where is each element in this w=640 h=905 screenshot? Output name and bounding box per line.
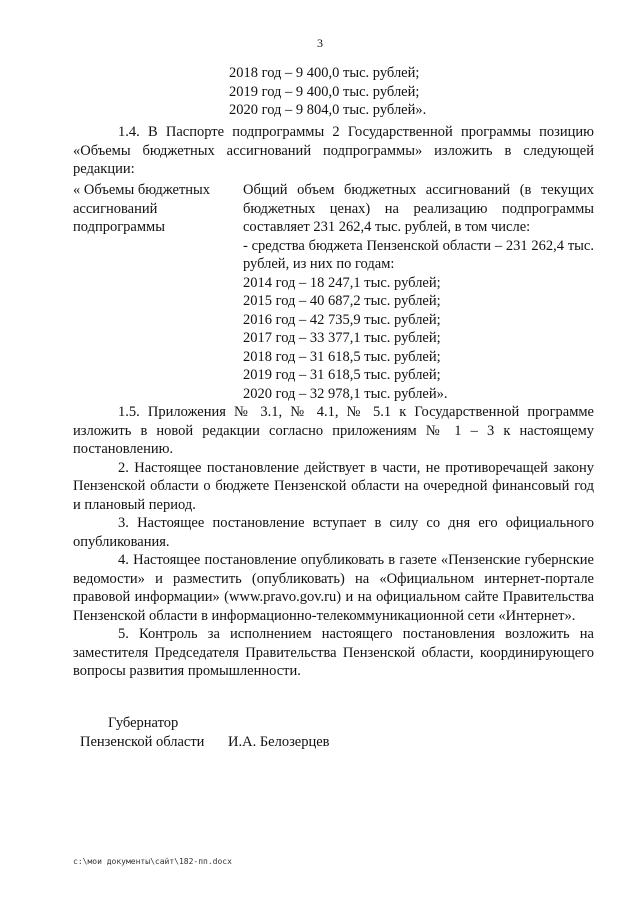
passport-right-cell [243,181,594,403]
passport-year: 2020 год – 32 978,1 тыс. рублей». [243,385,448,402]
year-line: 2018 год – 9 400,0 тыс. рублей; [229,65,420,81]
body-paragraphs [73,403,594,681]
signature-name: И.А. Белозерцев [228,734,330,750]
paragraph-3: 3. Настоящее постановление вступает в силу со дня его официального опубликования. [73,515,594,550]
passport-year: 2014 год – 18 247,1 тыс. рублей; [243,274,441,291]
footer-file-path: c:\мои документы\сайт\182-пп.docx [73,857,232,866]
item-1-4 [73,123,594,179]
paragraph-1-5: 1.5. Приложения № 3.1, № 4.1, № 5.1 к Государственной программе изложить в новой редакции согласно приложениям № 1 – 3 к настоящему постановлению. [73,404,594,457]
paragraph-4: 4. Настоящее постановление опубликовать в газете «Пензенские губернские ведомости» и разместить (опубликовать) на «Официальном интернет-портале правовой информации» (www.pravo.gov.ru) и на официальном сайте Правительства Пензенской области в информационно-телекоммуникационной сети «Интернет». [73,552,594,624]
passport-source: - средства бюджета Пензенской области – 231 262,4 тыс. рублей, из них по годам: [243,237,594,272]
paragraph-2: 2. Настоящее постановление действует в части, не противоречащей закону Пензенской области о бюджете Пензенской области на очередной финансовый год и плановый период. [73,459,594,513]
passport-year: 2018 год – 31 618,5 тыс. рублей; [243,348,441,365]
signature-title-2: Пензенской области [80,734,205,750]
passport-left-label: « Объемы бюджетных ассигнований подпрограммы [73,182,211,235]
paragraph-1-4: 1.4. В Паспорте подпрограммы 2 Государственной программы позицию «Объемы бюджетных ассигнований подпрограммы» изложить в следующей редакции: [73,124,594,177]
year-line: 2019 год – 9 400,0 тыс. рублей; [229,83,420,100]
passport-year: 2017 год – 33 377,1 тыс. рублей; [243,330,441,346]
page-number: 3 [317,36,323,50]
paragraph-5: 5. Контроль за исполнением настоящего постановления возложить на заместителя Председателя Правительства Пензенской области, координирующего вопросы развития промышленности. [73,626,594,679]
signature-title-1: Губернатор [108,715,179,731]
top-years-list [229,64,426,120]
passport-year: 2019 год – 31 618,5 тыс. рублей; [243,367,441,383]
year-line: 2020 год – 9 804,0 тыс. рублей». [229,102,427,118]
passport-year: 2016 год – 42 735,9 тыс. рублей; [243,311,441,328]
passport-intro: Общий объем бюджетных ассигнований (в текущих бюджетных ценах) на реализацию подпрограммы составляет 231 262,4 тыс. рублей, в том числе: [243,182,594,235]
passport-year: 2015 год – 40 687,2 тыс. рублей; [243,293,441,309]
